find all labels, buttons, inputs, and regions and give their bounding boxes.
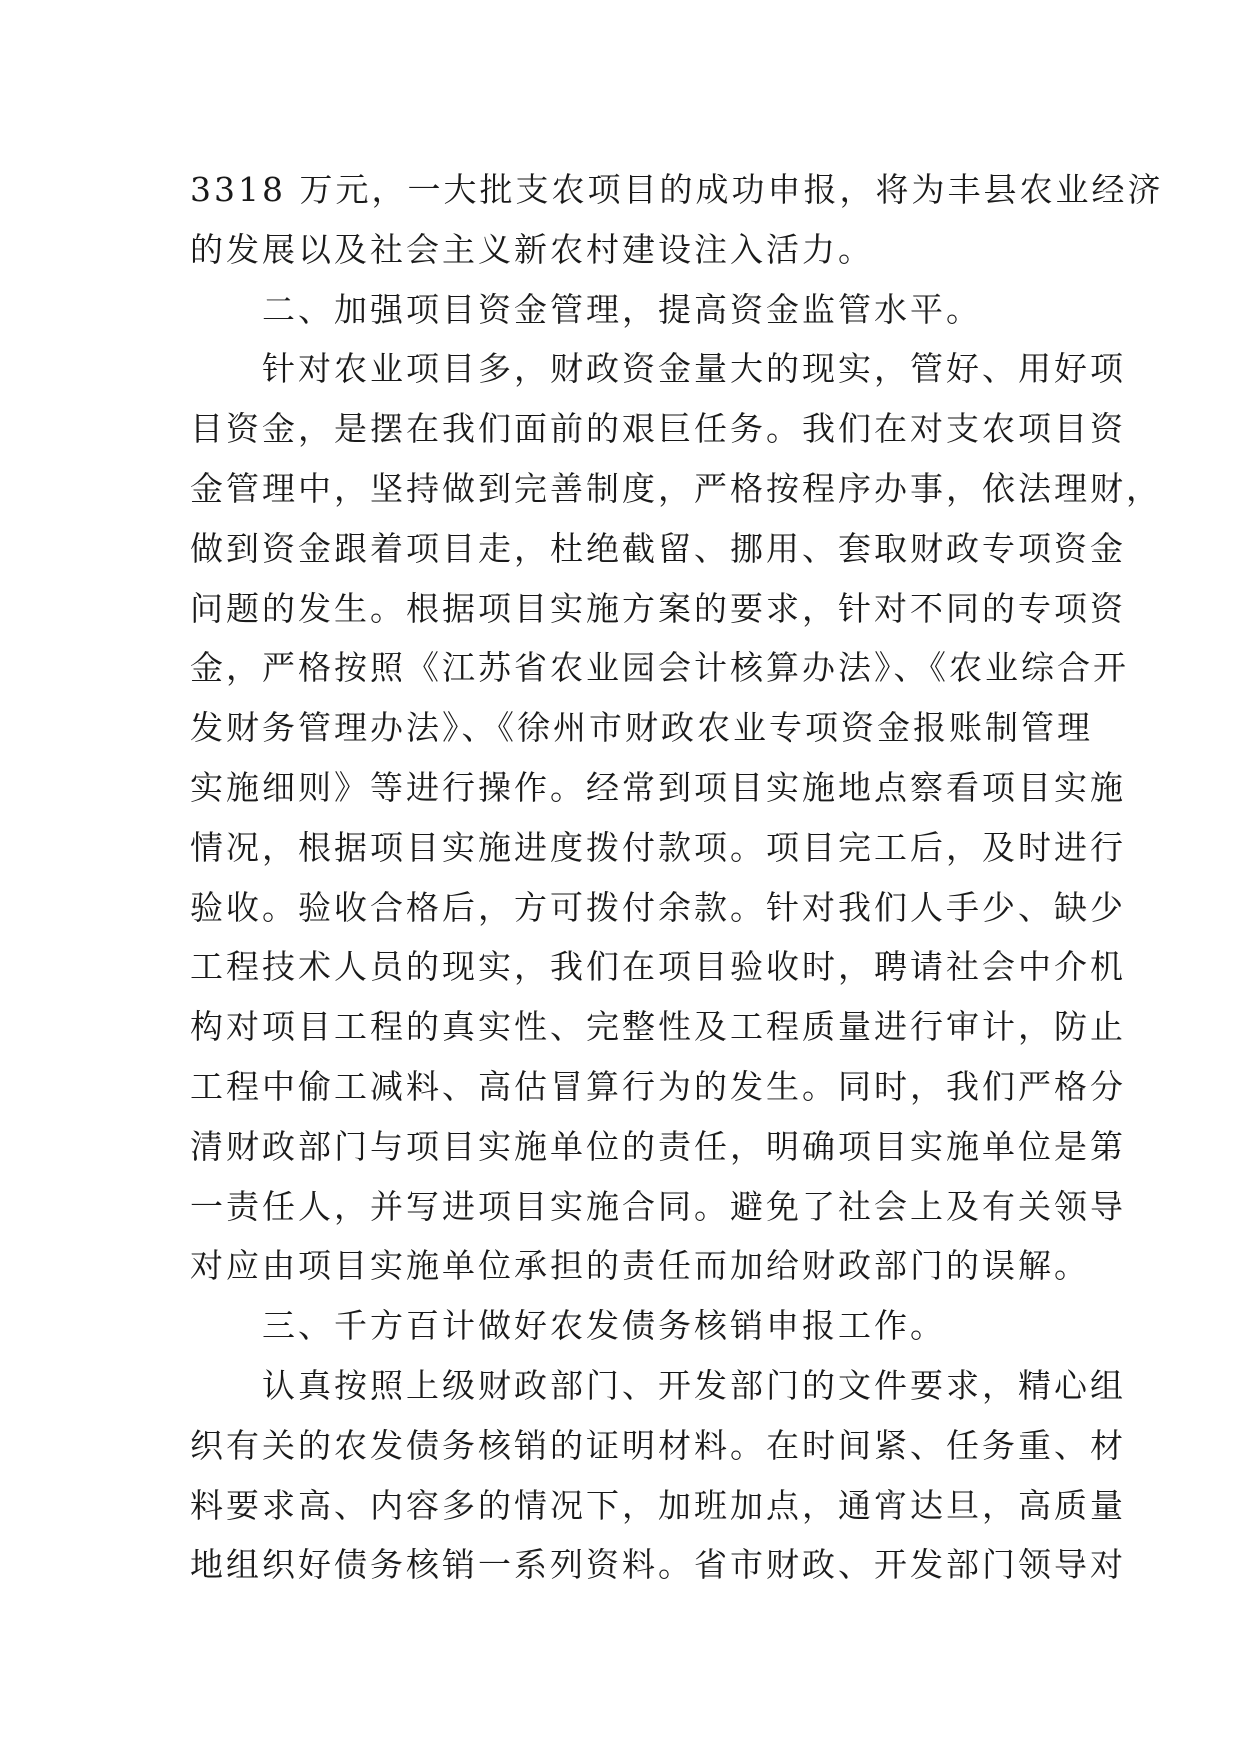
- text-line: 验收。验收合格后，方可拨付余款。针对我们人手少、缺少: [190, 887, 1126, 927]
- text-line: 目资金，是摆在我们面前的艰巨任务。我们在对支农项目资: [190, 409, 1126, 449]
- text-line: 金管理中，坚持做到完善制度，严格按程序办事，依法理财，: [190, 468, 1162, 508]
- text-line: 清财政部门与项目实施单位的责任，明确项目实施单位是第: [190, 1126, 1126, 1166]
- text-line: 金，严格按照《江苏省农业园会计核算办法》、《农业综合开: [190, 648, 1129, 688]
- text-line: 3318 万元，一大批支农项目的成功申报，将为丰县农业经济: [190, 170, 1164, 209]
- text-line: 做到资金跟着项目走，杜绝截留、挪用、套取财政专项资金: [190, 528, 1126, 568]
- text-line: 织有关的农发债务核销的证明材料。在时间紧、任务重、材: [190, 1425, 1126, 1465]
- text-line: 工程技术人员的现实，我们在项目验收时，聘请社会中介机: [190, 947, 1126, 987]
- paragraph-start: 认真按照上级财政部门、开发部门的文件要求，精心组: [262, 1365, 1126, 1405]
- text-line: 情况，根据项目实施进度拨付款项。项目完工后，及时进行: [190, 827, 1126, 867]
- text-line: 问题的发生。根据项目实施方案的要求，针对不同的专项资: [190, 588, 1126, 628]
- text-line: 地组织好债务核销一系列资料。省市财政、开发部门领导对: [190, 1545, 1126, 1585]
- paragraph-start: 针对农业项目多，财政资金量大的现实，管好、用好项: [262, 349, 1126, 389]
- text-line: 构对项目工程的真实性、完整性及工程质量进行审计，防止: [190, 1007, 1126, 1047]
- text-line: 对应由项目实施单位承担的责任而加给财政部门的误解。: [190, 1246, 1090, 1286]
- section-heading-2: 二、加强项目资金管理，提高资金监管水平。: [262, 289, 982, 329]
- text-line: 发财务管理办法》、《徐州市财政农业专项资金报账制管理: [190, 708, 1093, 748]
- text-line: 料要求高、内容多的情况下，加班加点，通宵达旦，高质量: [190, 1485, 1126, 1525]
- text-line: 一责任人，并写进项目实施合同。避免了社会上及有关领导: [190, 1186, 1126, 1226]
- body-text: [190, 160, 1164, 1595]
- text-line: 的发展以及社会主义新农村建设注入活力。: [190, 229, 874, 269]
- text-line: 实施细则》等进行操作。经常到项目实施地点察看项目实施: [190, 767, 1126, 807]
- text-line: 工程中偷工减料、高估冒算行为的发生。同时，我们严格分: [190, 1066, 1126, 1106]
- section-heading-3: 三、千方百计做好农发债务核销申报工作。: [262, 1306, 946, 1346]
